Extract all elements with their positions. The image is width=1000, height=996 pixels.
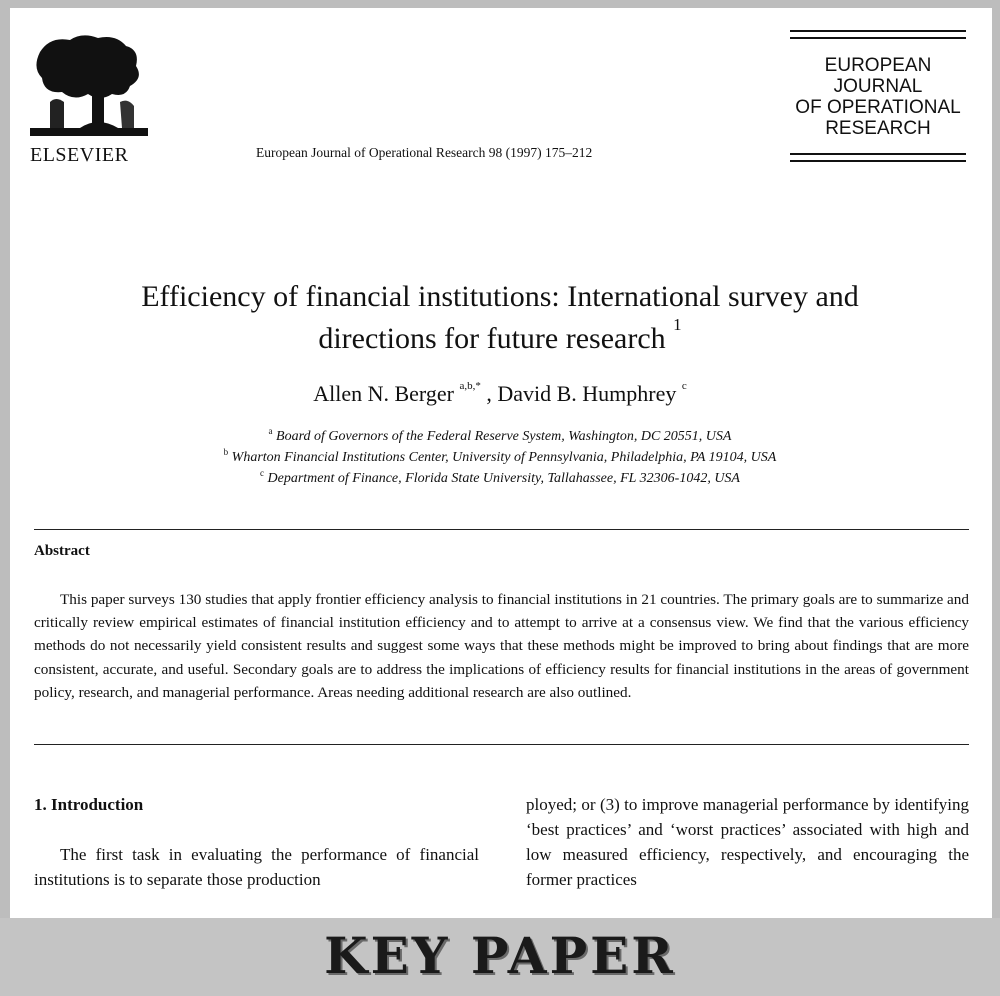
intro-left-text: The first task in evaluating the performance of financial institutions is to separate those production xyxy=(34,845,479,889)
banner-label: KEY PAPER xyxy=(324,926,676,985)
masthead-bottom-rule xyxy=(790,153,966,162)
abstract-top-rule xyxy=(34,529,969,530)
author-name: David B. Humphrey xyxy=(497,381,677,406)
author-name: Allen N. Berger xyxy=(313,381,454,406)
elsevier-tree-icon xyxy=(30,32,148,140)
title-line-2 xyxy=(50,315,950,360)
key-paper-banner xyxy=(0,918,1000,996)
title-line: directions for future research xyxy=(318,322,666,355)
affiliation xyxy=(50,447,950,468)
journal-name-line: OF OPERATIONAL xyxy=(795,97,961,118)
journal-name-line: EUROPEAN xyxy=(824,55,932,76)
journal-name-line: RESEARCH xyxy=(825,118,931,139)
affiliation-mark: c xyxy=(260,468,265,478)
affiliation-text: Wharton Financial Institutions Center, University of Pennsylvania, Philadelphia, PA 19104, USA xyxy=(231,450,777,465)
affiliation xyxy=(50,468,950,489)
left-column xyxy=(34,792,479,892)
masthead-top-rule xyxy=(790,30,966,39)
section-heading: 1. Introduction xyxy=(34,795,144,814)
affiliation-mark: b xyxy=(223,447,229,457)
author-separator: , xyxy=(480,381,498,406)
title-footnote-mark: 1 xyxy=(673,315,682,334)
intro-right-text: ployed; or (3) to improve managerial performance by identifying ‘best practices’ and ‘worst practices’ associated with high and low measured efficiency, respectively, and encouraging the former practices xyxy=(526,795,969,889)
elsevier-logo xyxy=(30,32,148,172)
affiliation-text: Board of Governors of the Federal Reserve System, Washington, DC 20551, USA xyxy=(276,429,732,444)
abstract-bottom-rule xyxy=(34,744,969,745)
abstract-body: This paper surveys 130 studies that apply frontier efficiency analysis to financial institutions in 21 countries. The primary goals are to summarize and critically review empirical estimates of financial institution efficiency and to attempt to arrive at a consensus view. We find that the various efficiency methods do not necessarily yield consistent results and suggest some ways that these methods might be improved to bring about findings that are more consistent, accurate, and useful. Secondary goals are to address the implications of efficiency results for financial institutions in the areas of government policy, research, and managerial performance. Areas needing additional research are also outlined. xyxy=(34,591,969,701)
journal-citation: European Journal of Operational Research 98 (1997) 175–212 xyxy=(256,145,593,160)
journal-name-line: JOURNAL xyxy=(833,76,923,97)
affiliation xyxy=(50,426,950,447)
affiliation-text: Department of Finance, Florida State University, Tallahassee, FL 32306-1042, USA xyxy=(267,471,740,486)
paper-page xyxy=(10,8,992,918)
affiliation-mark: a xyxy=(268,426,273,436)
author-list xyxy=(50,381,950,407)
paper-title xyxy=(50,276,950,360)
title-line: Efficiency of financial institutions: International survey and xyxy=(141,280,859,313)
publisher-name: ELSEVIER xyxy=(30,144,129,166)
affiliations xyxy=(50,426,950,489)
journal-masthead xyxy=(790,30,966,160)
author-marks: a,b,* xyxy=(459,380,481,392)
abstract-heading: Abstract xyxy=(34,543,90,559)
journal-name xyxy=(790,55,966,139)
author-marks: c xyxy=(681,380,687,392)
